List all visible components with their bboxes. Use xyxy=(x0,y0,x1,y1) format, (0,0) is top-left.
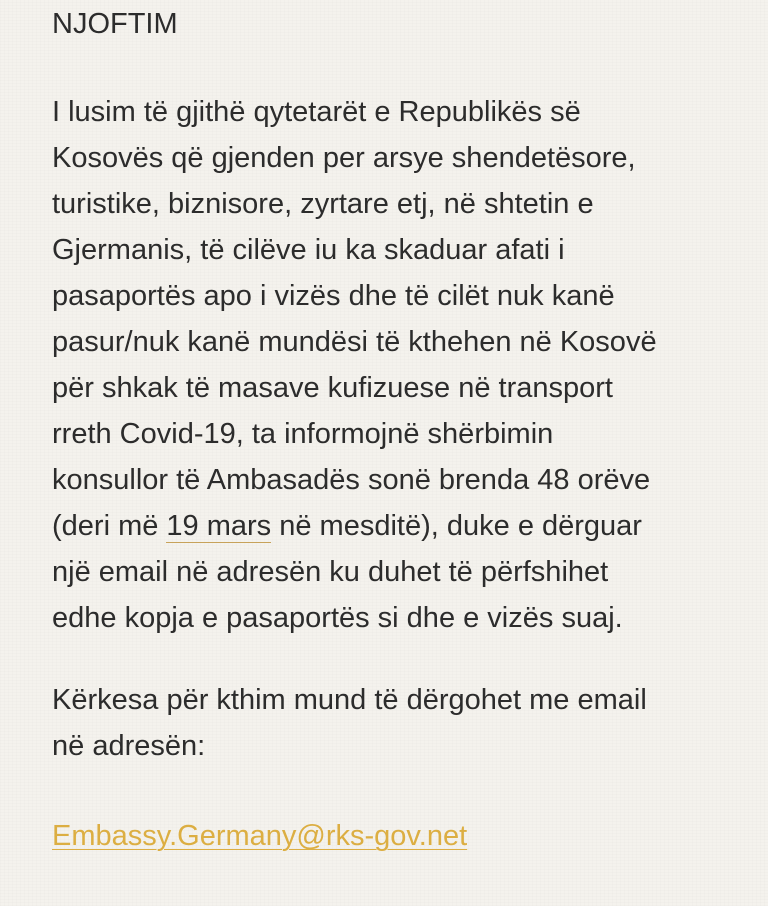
paragraph-1-line-2: Kosovës që gjenden per arsye shendetësore, xyxy=(52,142,636,174)
paragraph-1-line-1: I lusim të gjithë qytetarët e Republikës së xyxy=(52,96,581,128)
paragraph-2-line-1: Kërkesa për kthim mund të dërgohet me email xyxy=(52,684,647,716)
paragraph-1-line-4: Gjermanis, të cilëve iu ka skaduar afati i xyxy=(52,234,565,266)
line-10-suffix: në mesditë), duke e dërguar xyxy=(271,510,642,542)
paragraph-1-line-7: për shkak të masave kufizuese në transport xyxy=(52,372,613,404)
email-link[interactable]: Embassy.Germany@rks-gov.net xyxy=(52,820,468,852)
paragraph-1-line-5: pasaportës apo i vizës dhe të cilët nuk kanë xyxy=(52,280,615,312)
paragraph-1-line-6: pasur/nuk kanë mundësi të kthehen në Kosovë xyxy=(52,326,657,358)
paragraph-1-line-11: një email në adresën ku duhet të përfshihet xyxy=(52,556,609,588)
paragraph-1-line-8: rreth Covid-19, ta informojnë shërbimin xyxy=(52,418,554,450)
paragraph-2-line-2: në adresën: xyxy=(52,730,206,762)
paragraph-1-line-9: konsullor të Ambasadës sonë brenda 48 orëve xyxy=(52,464,651,496)
paragraph-1-line-3: turistike, biznisore, zyrtare etj, në shtetin e xyxy=(52,188,594,220)
paragraph-1-line-12: edhe kopja e pasaportës si dhe e vizës suaj. xyxy=(52,602,623,634)
paragraph-1-line-10 xyxy=(52,508,642,544)
date-link[interactable]: 19 mars xyxy=(166,510,272,542)
line-10-prefix: (deri më xyxy=(52,510,167,542)
note-title: NJOFTIM xyxy=(52,8,178,40)
